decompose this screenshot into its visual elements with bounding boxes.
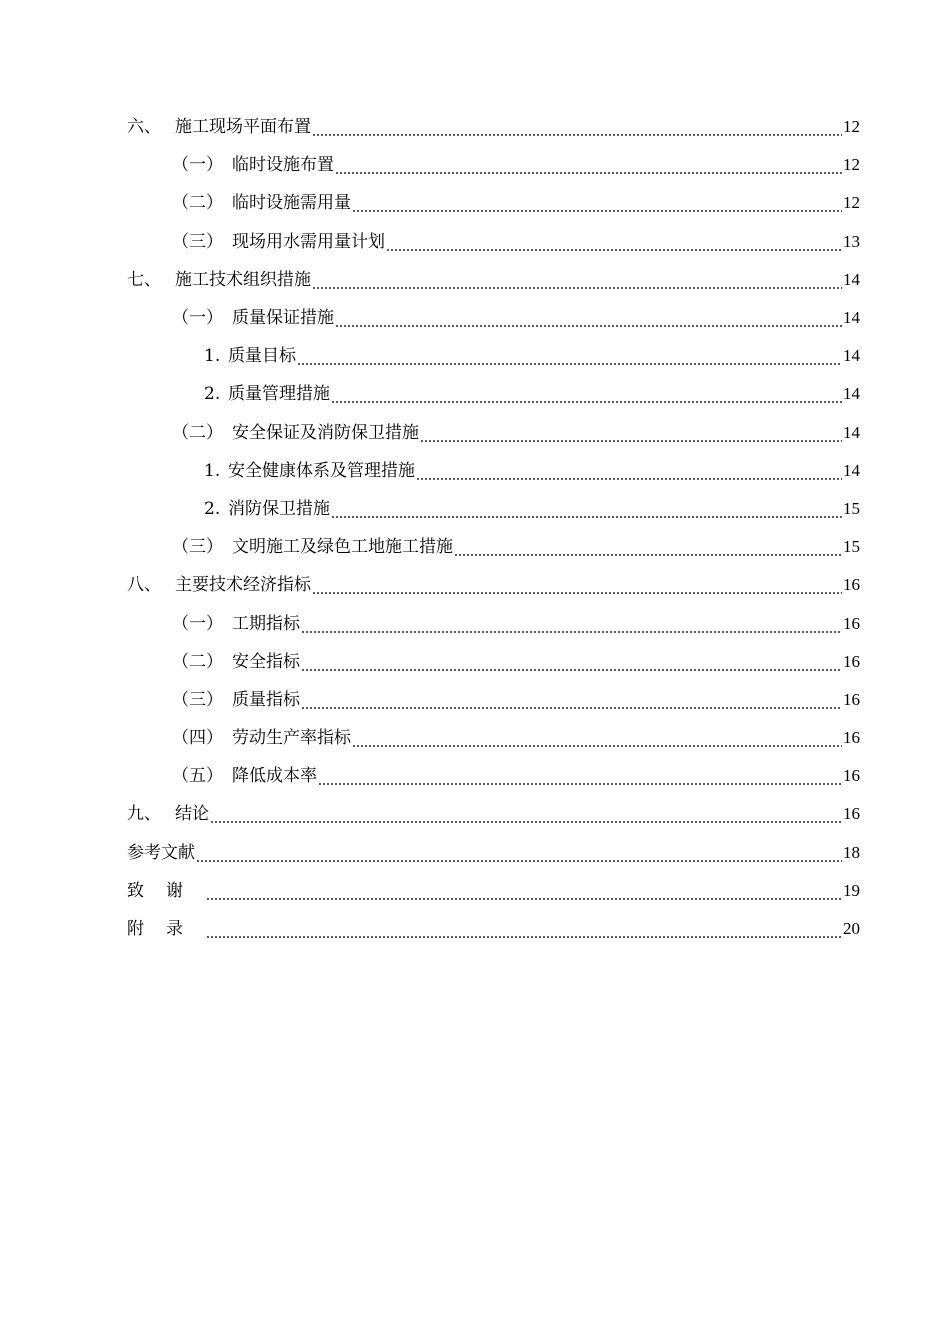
toc-page-number: 14 (843, 308, 860, 328)
toc-entry-title: 现场用水需用量计划 (232, 231, 385, 252)
toc-dot-leader (206, 880, 842, 902)
toc-entry-title: 质量保证措施 (232, 308, 334, 329)
toc-page-number: 18 (843, 842, 860, 862)
toc-entry-title: 结论 (175, 804, 209, 825)
toc-entry-title: 质量管理措施 (228, 384, 330, 405)
toc-entry[interactable] (0, 452, 950, 490)
toc-entry-title: 主要技术经济指标 (175, 575, 311, 596)
toc-entry-number: （二） (172, 422, 223, 443)
toc-dot-leader (331, 498, 842, 520)
toc-dot-leader (335, 307, 842, 329)
toc-page-number: 14 (843, 460, 860, 480)
toc-dot-leader (301, 651, 842, 673)
toc-dot-leader (312, 116, 842, 138)
toc-entry[interactable] (0, 184, 950, 222)
toc-entry-number: （三） (172, 689, 223, 710)
toc-page-number: 14 (843, 384, 860, 404)
toc-dot-leader (420, 422, 842, 444)
toc-entry[interactable] (0, 604, 950, 642)
toc-entry[interactable] (0, 337, 950, 375)
toc-page-number: 15 (843, 537, 860, 557)
toc-dot-leader (386, 231, 842, 253)
toc-page-number: 14 (843, 269, 860, 289)
toc-entry[interactable] (0, 872, 950, 910)
toc-entry[interactable] (0, 795, 950, 833)
toc-entry-title: 致谢 (127, 880, 205, 901)
toc-entry-title: 施工技术组织措施 (175, 269, 311, 290)
toc-entry-number: 八、 (127, 575, 161, 596)
toc-entry[interactable] (0, 223, 950, 261)
toc-dot-leader (352, 727, 842, 749)
toc-page-number: 20 (843, 919, 860, 939)
toc-entry-title: 安全健康体系及管理措施 (228, 460, 415, 481)
toc-dot-leader (331, 383, 842, 405)
toc-entry-number: 七、 (127, 269, 161, 290)
toc-dot-leader (196, 842, 842, 864)
toc-dot-leader (312, 269, 842, 291)
toc-dot-leader (416, 460, 842, 482)
toc-page-number: 14 (843, 422, 860, 442)
toc-entry[interactable] (0, 299, 950, 337)
toc-entry-title: 劳动生产率指标 (232, 728, 351, 749)
toc-dot-leader (301, 689, 842, 711)
toc-entry[interactable] (0, 490, 950, 528)
toc-page-number: 16 (843, 613, 860, 633)
toc-entry-title: 安全指标 (232, 651, 300, 672)
toc-entry-title: 附录 (127, 919, 205, 940)
toc-entry-number: 九、 (127, 804, 161, 825)
toc-entry-title: 消防保卫措施 (228, 498, 330, 519)
toc-entry-title: 文明施工及绿色工地施工措施 (232, 537, 453, 558)
toc-page-number: 15 (843, 498, 860, 518)
toc-entry-number: （四） (172, 728, 223, 749)
toc-page-number: 12 (843, 193, 860, 213)
toc-page-number: 16 (843, 804, 860, 824)
toc-entry[interactable] (0, 643, 950, 681)
toc-entry[interactable] (0, 566, 950, 604)
toc-entry-number: （二） (172, 193, 223, 214)
toc-page-number: 14 (843, 346, 860, 366)
toc-entry-number: （一） (172, 613, 223, 634)
toc-entry-number: 2. (204, 384, 221, 405)
toc-page-number: 13 (843, 231, 860, 251)
toc-entry[interactable] (0, 834, 950, 872)
toc-entry[interactable] (0, 414, 950, 452)
toc-page-number: 19 (843, 880, 860, 900)
toc-page-number: 16 (843, 689, 860, 709)
table-of-contents (0, 108, 950, 948)
toc-entry-number: （三） (172, 231, 223, 252)
toc-entry-title: 质量指标 (232, 689, 300, 710)
toc-entry-number: 1. (204, 460, 221, 481)
toc-page-number: 16 (843, 728, 860, 748)
toc-dot-leader (318, 765, 842, 787)
toc-page-number: 12 (843, 117, 860, 137)
toc-entry-number: 1. (204, 346, 221, 367)
toc-dot-leader (312, 574, 842, 596)
toc-entry-number: （二） (172, 651, 223, 672)
toc-entry[interactable] (0, 261, 950, 299)
toc-entry-number: 2. (204, 498, 221, 519)
toc-entry-title: 工期指标 (232, 613, 300, 634)
toc-entry[interactable] (0, 375, 950, 413)
toc-page-number: 12 (843, 155, 860, 175)
toc-dot-leader (335, 154, 842, 176)
toc-entry[interactable] (0, 146, 950, 184)
toc-entry-title: 临时设施布置 (232, 155, 334, 176)
toc-entry-title: 施工现场平面布置 (175, 117, 311, 138)
toc-entry-number: （一） (172, 308, 223, 329)
toc-entry[interactable] (0, 681, 950, 719)
toc-entry-title: 临时设施需用量 (232, 193, 351, 214)
toc-entry-number: （五） (172, 766, 223, 787)
toc-page-number: 16 (843, 651, 860, 671)
toc-entry-number: （一） (172, 155, 223, 176)
toc-entry-number: （三） (172, 537, 223, 558)
toc-page-number: 16 (843, 766, 860, 786)
toc-dot-leader (352, 192, 842, 214)
toc-dot-leader (301, 613, 842, 635)
toc-entry-title: 安全保证及消防保卫措施 (232, 422, 419, 443)
toc-entry[interactable] (0, 528, 950, 566)
toc-entry[interactable] (0, 719, 950, 757)
toc-entry[interactable] (0, 108, 950, 146)
toc-dot-leader (206, 918, 842, 940)
toc-dot-leader (210, 803, 842, 825)
toc-dot-leader (454, 536, 842, 558)
toc-entry-number: 六、 (127, 117, 161, 138)
toc-entry-title: 参考文献 (127, 842, 195, 863)
toc-page-number: 16 (843, 575, 860, 595)
toc-entry-title: 降低成本率 (232, 766, 317, 787)
toc-dot-leader (297, 345, 842, 367)
toc-entry[interactable] (0, 910, 950, 948)
toc-entry-title: 质量目标 (228, 346, 296, 367)
toc-entry[interactable] (0, 757, 950, 795)
